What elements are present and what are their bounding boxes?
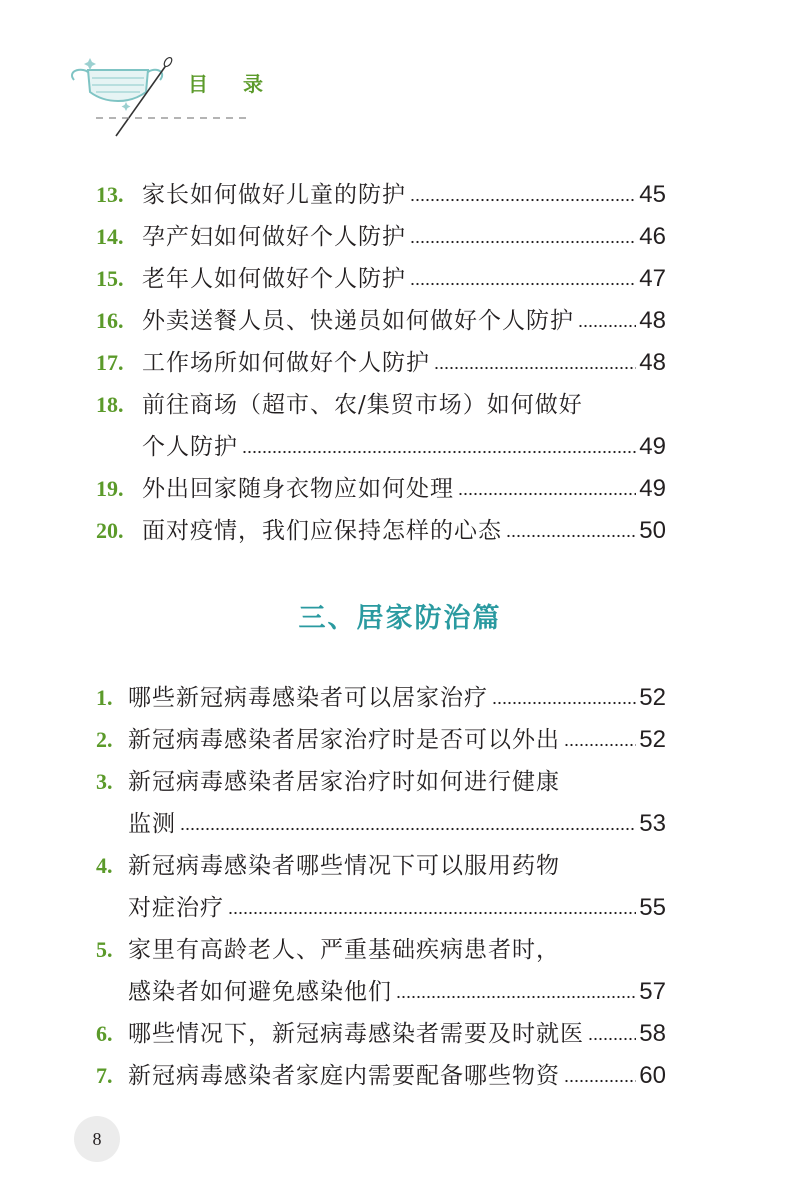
toc-entry — [0, 929, 800, 971]
entry-title: 个人防护 — [142, 434, 238, 460]
entry-title: 新冠病毒感染者哪些情况下可以服用药物 — [128, 853, 560, 879]
toc-entry — [0, 174, 800, 216]
entry-number: 14. — [96, 224, 124, 249]
toc-heading: 目 录 — [188, 72, 277, 96]
dot-leader — [410, 239, 636, 245]
page-number-badge — [74, 1116, 120, 1162]
toc-entry-continuation — [0, 887, 800, 929]
entry-page-number: 48 — [639, 349, 666, 376]
toc-entry — [0, 342, 800, 384]
dot-leader — [228, 910, 636, 916]
entry-title: 家长如何做好儿童的防护 — [142, 182, 406, 208]
entry-page-number: 50 — [639, 517, 666, 544]
dot-leader — [434, 365, 636, 371]
entry-number: 6. — [96, 1021, 113, 1046]
dot-leader — [458, 491, 636, 497]
dot-leader — [410, 197, 636, 203]
dot-leader — [578, 323, 636, 329]
entry-number: 19. — [96, 476, 124, 501]
page-number: 8 — [92, 1128, 102, 1149]
entry-number: 13. — [96, 182, 124, 207]
entry-title: 感染者如何避免感染他们 — [128, 979, 392, 1005]
entry-title: 新冠病毒感染者家庭内需要配备哪些物资 — [128, 1063, 560, 1089]
toc-entry — [0, 300, 800, 342]
entry-page-number: 46 — [639, 223, 666, 250]
entry-number: 1. — [96, 685, 113, 710]
entry-number: 7. — [96, 1063, 113, 1088]
dot-leader — [396, 994, 636, 1000]
entry-number: 17. — [96, 350, 124, 375]
toc-entry — [0, 1013, 800, 1055]
toc-entry — [0, 468, 800, 510]
entry-page-number: 55 — [639, 894, 666, 921]
toc-entry — [0, 719, 800, 761]
entry-title: 家里有高龄老人、严重基础疾病患者时， — [128, 937, 560, 963]
face-mask-icon — [72, 70, 162, 101]
entry-page-number: 47 — [639, 265, 666, 292]
toc-entry — [0, 761, 800, 803]
toc-entry — [0, 677, 800, 719]
toc-entry — [0, 510, 800, 552]
dot-leader — [492, 700, 636, 706]
entry-page-number: 45 — [639, 181, 666, 208]
toc-entry — [0, 258, 800, 300]
section-title: 三、居家防治篇 — [298, 603, 502, 634]
dot-leader — [564, 742, 636, 748]
toc-list-part2 — [0, 677, 800, 1097]
toc-list-part1 — [0, 174, 800, 552]
entry-number: 20. — [96, 518, 124, 543]
entry-title: 监测 — [128, 811, 176, 837]
entry-title: 新冠病毒感染者居家治疗时是否可以外出 — [128, 727, 560, 753]
entry-page-number: 49 — [639, 433, 666, 460]
entry-number: 4. — [96, 853, 113, 878]
entry-page-number: 60 — [639, 1062, 666, 1089]
entry-title: 新冠病毒感染者居家治疗时如何进行健康 — [128, 769, 560, 795]
entry-number: 2. — [96, 727, 113, 752]
entry-number: 15. — [96, 266, 124, 291]
header-graphic — [0, 0, 800, 160]
entry-title: 哪些情况下，新冠病毒感染者需要及时就医 — [128, 1021, 584, 1047]
dot-leader — [564, 1078, 636, 1084]
toc-entry-continuation — [0, 971, 800, 1013]
entry-title: 前往商场（超市、农/集贸市场）如何做好 — [142, 392, 583, 418]
dot-leader — [180, 826, 636, 832]
entry-number: 3. — [96, 769, 113, 794]
dot-leader — [410, 281, 636, 287]
entry-page-number: 52 — [639, 684, 666, 711]
entry-title: 对症治疗 — [128, 895, 224, 921]
entry-title: 工作场所如何做好个人防护 — [142, 350, 430, 376]
entry-number: 16. — [96, 308, 124, 333]
entry-title: 面对疫情，我们应保持怎样的心态 — [142, 518, 502, 544]
entry-number: 18. — [96, 392, 124, 417]
entry-page-number: 57 — [639, 978, 666, 1005]
entry-page-number: 53 — [639, 810, 666, 837]
dot-leader — [506, 533, 636, 539]
entry-title: 老年人如何做好个人防护 — [142, 266, 406, 292]
toc-entry-continuation — [0, 803, 800, 845]
entry-title: 孕产妇如何做好个人防护 — [142, 224, 406, 250]
toc-entry-continuation — [0, 426, 800, 468]
page-header — [0, 0, 800, 160]
toc-entry — [0, 216, 800, 258]
entry-page-number: 49 — [639, 475, 666, 502]
dot-leader — [588, 1036, 636, 1042]
entry-title: 外出回家随身衣物应如何处理 — [142, 476, 454, 502]
entry-title: 哪些新冠病毒感染者可以居家治疗 — [128, 685, 488, 711]
toc-entry — [0, 845, 800, 887]
toc-entry — [0, 1055, 800, 1097]
entry-number: 5. — [96, 937, 113, 962]
dot-leader — [242, 449, 636, 455]
toc-entry — [0, 384, 800, 426]
entry-page-number: 52 — [639, 726, 666, 753]
entry-title: 外卖送餐人员、快递员如何做好个人防护 — [142, 308, 574, 334]
entry-page-number: 48 — [639, 307, 666, 334]
entry-page-number: 58 — [639, 1020, 666, 1047]
